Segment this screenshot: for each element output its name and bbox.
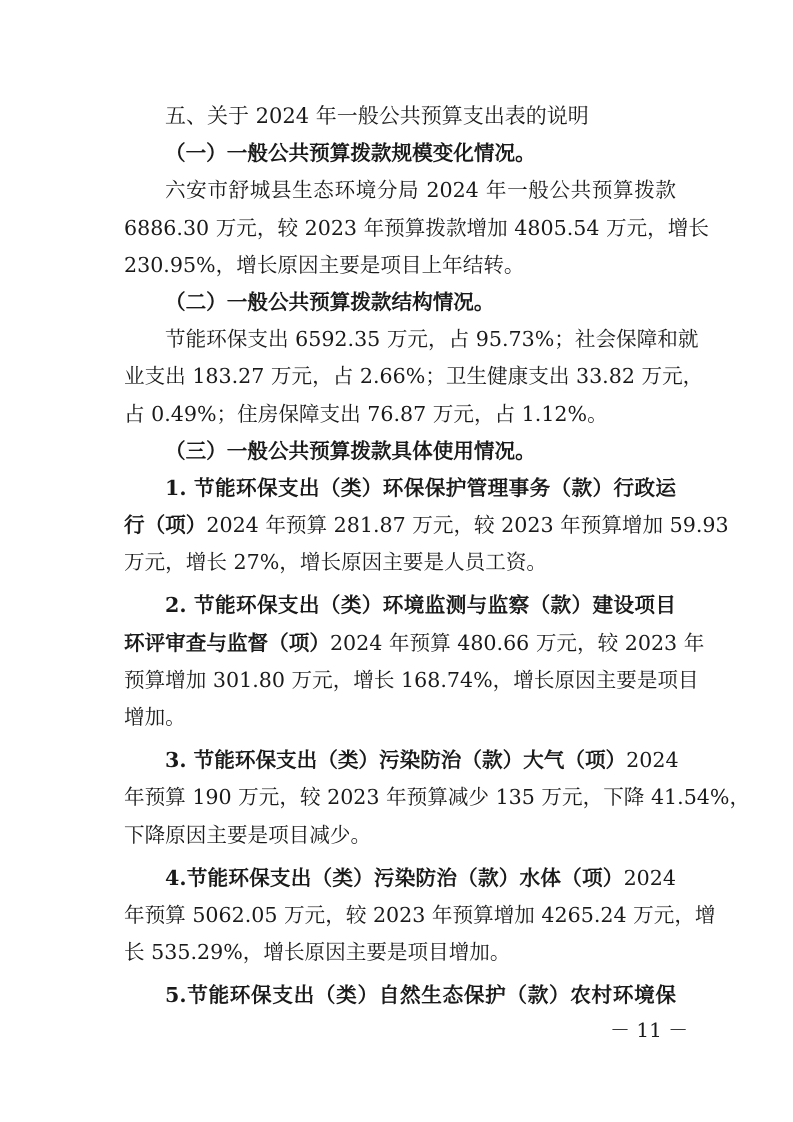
paragraph-line: 业支出 183.27 万元，占 2.66%；卫生健康支出 33.82 万元， (124, 364, 704, 389)
paragraph-line: 占 0.49%；住房保障支出 76.87 万元，占 1.12%。 (124, 401, 608, 426)
item-4-line-1 (124, 860, 676, 897)
subsection-heading-2: （二）一般公共预算拨款结构情况。 (165, 289, 495, 314)
subsection-heading-1: （一）一般公共预算拨款规模变化情况。 (165, 141, 536, 166)
paragraph-line: 预算增加 301.80 万元，增长 168.74%，增长原因主要是项目 (124, 667, 699, 692)
paragraph-line: 增加。 (124, 705, 186, 729)
item-2-title: 2. 节能环保支出（类）环境监测与监察（款）建设项目 (165, 593, 676, 618)
paragraph-line: 六安市舒城县生态环境分局 2024 年一般公共预算拨款 (165, 178, 676, 203)
item-2-title-end: 环评审查与监督（项） (124, 630, 330, 655)
item-3-title: 3. 节能环保支出（类）污染防治（款）大气（项） (165, 748, 627, 773)
paragraph-line: 年预算 5062.05 万元，较 2023 年预算增加 4265.24 万元，增 (124, 902, 716, 927)
document-body (124, 98, 751, 1015)
paragraph-line: 230.95%，增长原因主要是项目上年结转。 (124, 252, 525, 277)
item-1-title-end: 行（项） (124, 513, 207, 538)
page-number: － 11 － (610, 1018, 689, 1042)
item-4-title: 4.节能环保支出（类）污染防治（款）水体（项） (165, 865, 624, 890)
item-4-text: 2024 (623, 865, 676, 890)
paragraph-line: 年预算 190 万元，较 2023 年预算减少 135 万元，下降 41.54%， (124, 785, 751, 810)
paragraph-line: 长 535.29%，增长原因主要是项目增加。 (124, 940, 511, 965)
section-title: 五、关于 2024 年一般公共预算支出表的说明 (165, 104, 589, 128)
paragraph-line: 下降原因主要是项目减少。 (124, 822, 372, 847)
item-2-line-2 (124, 625, 705, 662)
subsection-heading-3: （三）一般公共预算拨款具体使用情况。 (165, 438, 536, 463)
item-1-line-2 (124, 507, 729, 544)
item-1-title: 1. 节能环保支出（类）环保保护管理事务（款）行政运 (165, 475, 676, 500)
paragraph-line: 节能环保支出 6592.35 万元，占 95.73%；社会保障和就 (165, 327, 699, 352)
item-3-text: 2024 (626, 748, 679, 773)
item-2-text: 2024 年预算 480.66 万元，较 2023 年 (329, 630, 705, 655)
item-5-title: 5.节能环保支出（类）自然生态保护（款）农村环境保 (165, 983, 676, 1008)
item-3-line-1 (124, 742, 679, 779)
paragraph-line: 6886.30 万元，较 2023 年预算拨款增加 4805.54 万元，增长 (124, 215, 709, 240)
paragraph-line: 万元，增长 27%，增长原因主要是人员工资。 (124, 550, 548, 575)
item-1-text: 2024 年预算 281.87 万元，较 2023 年预算增加 59.93 (206, 513, 729, 538)
